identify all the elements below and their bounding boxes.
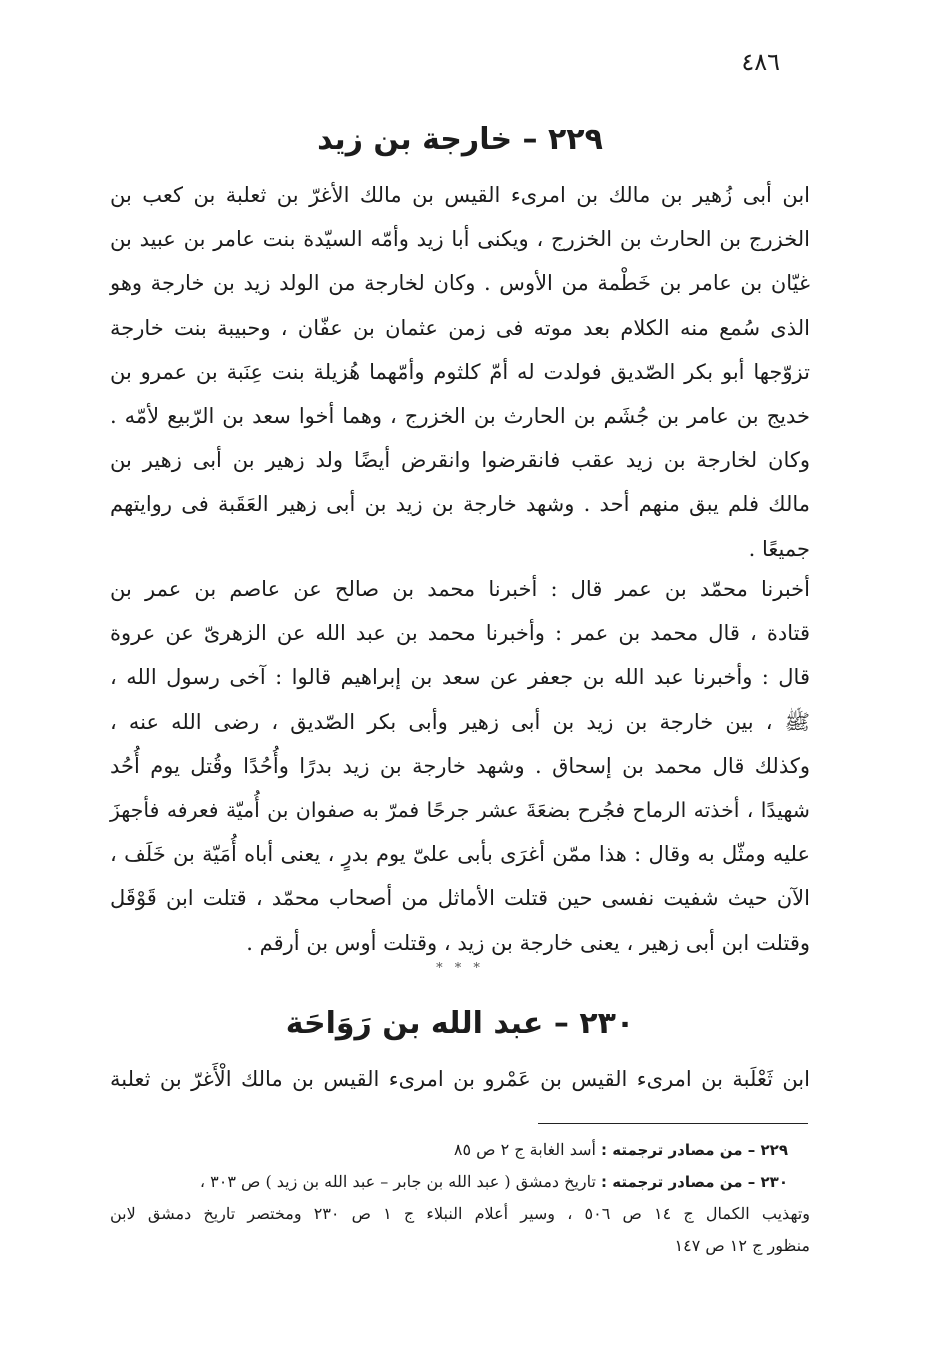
text-line: جميعًا . bbox=[748, 536, 810, 561]
footnotes bbox=[110, 1134, 810, 1262]
text-line: مالك فلم يبق منهم أحد . وشهد خارجة بن زيد بن أبى زهير العَقَبة فى روايتهم bbox=[110, 492, 810, 517]
text-line: غيّان بن عامر بن خَطْمة من الأوس . وكان لخارجة من الولد زيد بن خارجة وهو bbox=[110, 271, 810, 296]
page-number: ٤٨٦ bbox=[741, 48, 780, 76]
text-line: وقتلت ابن أبى زهير ، يعنى خارجة بن زيد ، وقتلت أوس بن أرقم . bbox=[246, 930, 810, 955]
footnote-230-continued: وتهذيب الكمال ج ١٤ ص ٥٠٦ ، وسير أعلام النبلاء ج ١ ص ٢٣٠ ومختصر تاريخ دمشق لابن bbox=[110, 1204, 811, 1223]
text-line: ابن ثَعْلَبة بن امرىء القيس بن عَمْرو بن امرىء القيس بن مالك الْأَغرّ بن ثعلبة bbox=[110, 1067, 810, 1091]
footnote-divider bbox=[538, 1123, 808, 1124]
footnote-230 bbox=[110, 1166, 810, 1198]
section-heading-230: ٢٣٠ – عبد الله بن رَوَاحَة bbox=[285, 1006, 635, 1041]
section-229-paragraph-2 bbox=[110, 567, 810, 965]
text-line: الآن حيث شفيت نفسى حين قتلت الأماثل من أصحاب محمّد ، قتلت ابن قَوْقَل bbox=[110, 886, 810, 911]
text-line: قال : وأخبرنا عبد الله بن جعفر عن سعد بن إبراهيم قالوا : آخى رسول الله ، bbox=[110, 665, 810, 690]
section-heading-229: ٢٢٩ – خارجة بن زيد bbox=[317, 122, 603, 157]
text-line: ﷺ ، بين خارجة بن زيد بن أبى زهير وأبى بكر الصّديق ، رضى الله عنه ، bbox=[110, 709, 810, 734]
section-229-paragraph-1 bbox=[110, 173, 810, 571]
footnote-230-label: ٢٣٠ – من مصادر ترجمته : bbox=[601, 1173, 788, 1191]
text-line: ابن أبى زُهير بن مالك بن امرىء القيس بن مالك الأغرّ بن ثعلبة بن كعب بن bbox=[110, 183, 810, 207]
section-230-paragraph-1 bbox=[110, 1057, 810, 1101]
footnote-229-text: أسد الغابة ج ٢ ص ٨٥ bbox=[453, 1140, 596, 1159]
text-line: عليه ومثّل به وقال : هذا ممّن أغرَى بأبى علىّ يوم بدرٍ ، يعنى أباه أُمَيّة بن خَلَف ، bbox=[110, 842, 810, 867]
text-line: وكذلك قال محمد بن إسحاق . وشهد خارجة بن زيد بدرًا وأُحُدًا وقُتل يوم أُحُد bbox=[110, 753, 810, 778]
footnote-230-continued: منظور ج ١٢ ص ١٤٧ bbox=[674, 1236, 810, 1255]
footnote-229-label: ٢٢٩ – من مصادر ترجمته : bbox=[601, 1141, 788, 1159]
text-line: تزوّجها أبو بكر الصّديق فولدت له أمّ كلثوم وأمّهما هُزيلة بنت عِنَبة بن عمرو بن bbox=[110, 359, 810, 384]
text-line: قتادة ، قال محمد بن عمر : وأخبرنا محمد بن عبد الله عن الزهرىّ عن عروة bbox=[110, 621, 810, 646]
footnote-230-text: تاريخ دمشق ( عبد الله بن جابر – عبد الله بن زيد ) ص ٣٠٣ ، bbox=[199, 1172, 596, 1191]
text-line: خديج بن عامر بن جُشَم بن الحارث بن الخزرج ، وهما أخوا سعد بن الرّبيع لأمّه . bbox=[110, 404, 810, 429]
text-line: شهيدًا ، أخذته الرماح فجُرح بضعَةَ عشر جرحًا فمرّ به صفوان بن أُميّة فعرفه فأجهزَ bbox=[110, 798, 810, 823]
text-line: أخبرنا محمّد بن عمر قال : أخبرنا محمد بن صالح عن عاصم بن عمر بن bbox=[110, 577, 810, 601]
footnote-229 bbox=[110, 1134, 810, 1166]
section-separator: * * * bbox=[436, 961, 484, 976]
text-line: الذى سُمع منه الكلام بعد موته فى زمن عثمان بن عفّان ، وحبيبة بنت خارجة bbox=[110, 315, 810, 340]
text-line: الخزرج بن الحارث بن الخزرج ، ويكنى أبا زيد وأمّه السيّدة بنت عامر بن عبيد بن bbox=[110, 227, 810, 252]
text-line: وكان لخارجة بن زيد عقب فانقرضوا وانقرض أيضًا ولد زهير بن أبى زهير بن bbox=[110, 448, 810, 473]
